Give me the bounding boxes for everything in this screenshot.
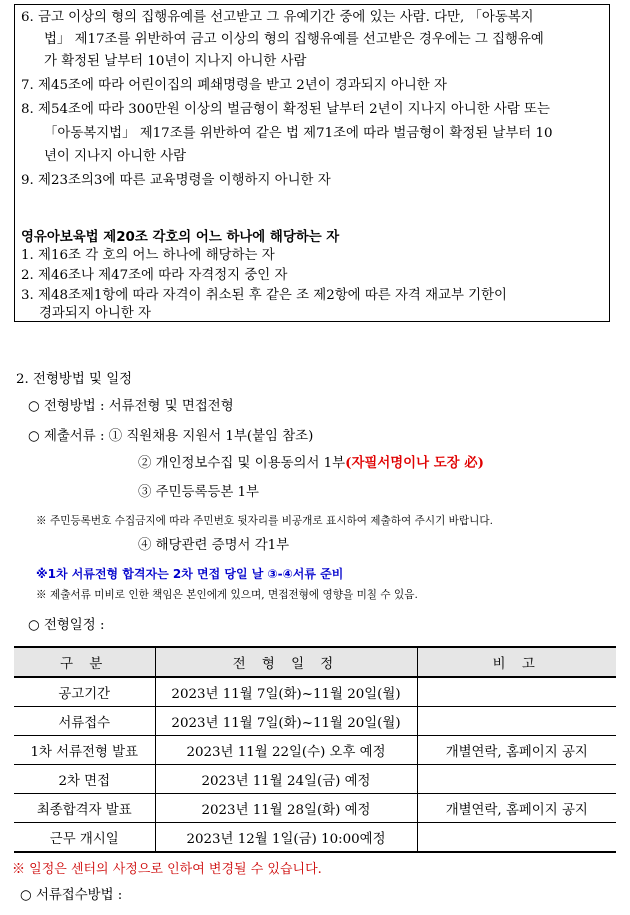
cell-category: 서류접수 bbox=[14, 707, 155, 736]
cell-category: 공고기간 bbox=[14, 677, 155, 707]
cell-schedule: 2023년 11월 24일(금) 예정 bbox=[155, 765, 417, 794]
cell-remark: 개별연락, 홈페이지 공지 bbox=[417, 736, 616, 765]
cell-category: 1차 서류전형 발표 bbox=[14, 736, 155, 765]
sub-item-3-line2: 경과되지 아니한 자 bbox=[39, 306, 151, 321]
cell-schedule: 2023년 11월 28일(화) 예정 bbox=[155, 794, 417, 823]
header-schedule: 전 형 일 정 bbox=[155, 647, 417, 677]
document-3: ③ 주민등록등본 1부 bbox=[138, 485, 259, 500]
schedule-label: ○ 전형일정 : bbox=[28, 618, 105, 633]
documents-line: ○ 제출서류 : ① 직원채용 지원서 1부(붙임 참조) bbox=[28, 429, 314, 444]
document-2 bbox=[138, 452, 484, 471]
cell-remark bbox=[417, 707, 616, 736]
cell-schedule: 2023년 11월 7일(화)~11월 20일(월) bbox=[155, 707, 417, 736]
item-8-line1: 8. 제54조에 따라 300만원 이상의 벌금형이 확정된 날부터 2년이 지나지 아니한 사람 또는 bbox=[21, 102, 550, 117]
table-row bbox=[14, 707, 616, 736]
cell-remark bbox=[417, 677, 616, 707]
item-8-line2: 「아동복지법」 제17조를 위반하여 같은 법 제71조에 따라 벌금형이 확정된 날부터 10 bbox=[44, 126, 553, 141]
sub-item-2: 2. 제46조나 제47조에 따라 자격정지 중인 자 bbox=[21, 268, 288, 283]
item-6-line2: 법」 제17조를 위반하여 금고 이상의 형의 집행유예를 선고받은 경우에는 그 집행유예 bbox=[44, 32, 544, 47]
cell-schedule: 2023년 12월 1일(금) 10:00예정 bbox=[155, 823, 417, 853]
sub-item-1: 1. 제16조 각 호의 어느 하나에 해당하는 자 bbox=[21, 248, 275, 263]
table-row bbox=[14, 736, 616, 765]
cell-schedule: 2023년 11월 7일(화)~11월 20일(월) bbox=[155, 677, 417, 707]
document-2-text: ② 개인정보수집 및 이용동의서 1부 bbox=[138, 456, 346, 471]
cell-schedule: 2023년 11월 22일(수) 오후 예정 bbox=[155, 736, 417, 765]
item-6-line1: 6. 금고 이상의 형의 집행유예를 선고받고 그 유예기간 중에 있는 사람. 다만, 「아동복지 bbox=[21, 10, 534, 25]
box-heading: 영유아보육법 제20조 각호의 어느 하나에 해당하는 자 bbox=[21, 230, 340, 245]
liability-note: ※ 제출서류 미비로 인한 책임은 본인에게 있으며, 면접전형에 영향을 미칠 수 있음. bbox=[36, 589, 418, 601]
document-4: ④ 해당관련 증명서 각1부 bbox=[138, 538, 290, 553]
table-header-row bbox=[14, 647, 616, 677]
cell-category: 2차 면접 bbox=[14, 765, 155, 794]
section-2-title: 2. 전형방법 및 일정 bbox=[16, 372, 133, 387]
sub-item-3-line1: 3. 제48조제1항에 따라 자격이 취소된 후 같은 조 제2항에 따른 자격 재교부 기한이 bbox=[21, 288, 507, 303]
eligibility-box bbox=[14, 4, 610, 322]
cell-remark bbox=[417, 765, 616, 794]
method-line: ○ 전형방법 : 서류전형 및 면접전형 bbox=[28, 399, 234, 414]
cell-category: 근무 개시일 bbox=[14, 823, 155, 853]
interview-docs-note: ※1차 서류전형 합격자는 2차 면접 당일 날 ③-④서류 준비 bbox=[36, 567, 344, 581]
table-row bbox=[14, 765, 616, 794]
submission-method-label: ○ 서류접수방법 : bbox=[20, 888, 123, 903]
resident-number-note: ※ 주민등록번호 수집금지에 따라 주민번호 뒷자리를 비공개로 표시하여 제출하여 주시기 바랍니다. bbox=[36, 515, 493, 527]
table-row bbox=[14, 794, 616, 823]
cell-category: 최종합격자 발표 bbox=[14, 794, 155, 823]
schedule-change-note: ※ 일정은 센터의 사정으로 인하여 변경될 수 있습니다. bbox=[12, 862, 322, 877]
item-7: 7. 제45조에 따라 어린이집의 폐쇄명령을 받고 2년이 경과되지 아니한 자 bbox=[21, 78, 447, 93]
schedule-table bbox=[14, 646, 616, 853]
signature-required-note: (자필서명이나 도장 必) bbox=[345, 455, 484, 471]
cell-remark: 개별연락, 홈페이지 공지 bbox=[417, 794, 616, 823]
cell-remark bbox=[417, 823, 616, 853]
header-category: 구 분 bbox=[14, 647, 155, 677]
header-remark: 비 고 bbox=[417, 647, 616, 677]
table-row bbox=[14, 823, 616, 853]
table-row bbox=[14, 677, 616, 707]
item-9: 9. 제23조의3에 따른 교육명령을 이행하지 아니한 자 bbox=[21, 173, 331, 188]
item-8-line3: 년이 지나지 아니한 사람 bbox=[44, 149, 187, 164]
item-6-line3: 가 확정된 날부터 10년이 지나지 아니한 사람 bbox=[44, 54, 307, 69]
